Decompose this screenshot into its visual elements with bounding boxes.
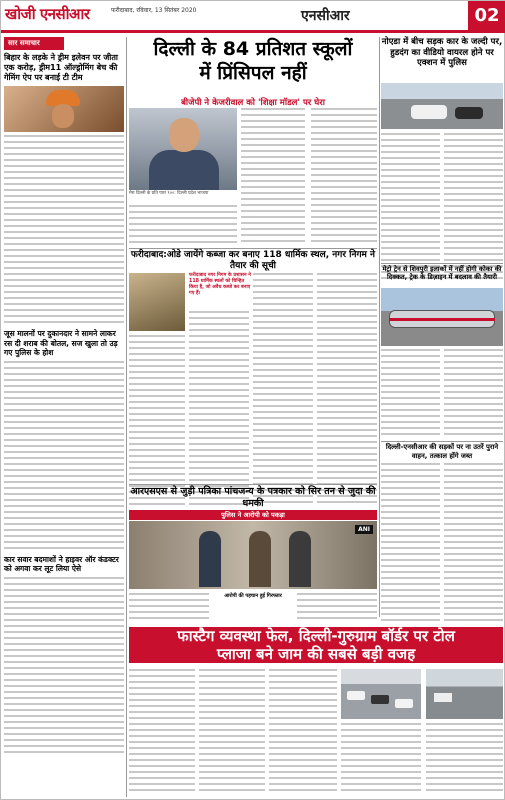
faridabad-highlight: फरीदाबाद नगर निगम के प्रशासन ने 118 धार्मिक स्थलों को चिन्हित किया है, जो अवैध कब्जे कर बनाए गए हैं। <box>189 273 251 296</box>
faridabad-photo <box>129 273 185 331</box>
page-number: 02 <box>468 1 505 30</box>
lead-body-text <box>241 108 305 245</box>
ncr-roads-headline: दिल्ली-एनसीआर की सड़कों पर ना उतरें पुराने वाहन, तत्काल होंगे जब्त <box>385 443 499 460</box>
story-headline: जूस मालनों पर दुकानदार ने सामने लाकर रस दी शराब की बोतल, सज खुला तो उड़ गए पुलिस के होश <box>4 329 118 357</box>
metro-photo <box>381 288 503 346</box>
faridabad-headline: फरीदाबाद:ओडे जायेंगे कब्जा कर बनाए 118 धार्मिक स्थल, नगर निगम ने तैयार की सूची <box>130 250 376 271</box>
story-headline: कार सवार बदमाशों ने हाइवर ऑर कंडक्टर को अगवा कर लूट लिया ऐसे <box>4 554 119 573</box>
news-brief-tag: सार समाचार <box>4 37 64 50</box>
story-photo <box>4 86 124 132</box>
story-headline: बिहार के लड़के ने ड्रीम इलेवन पर जीता एक करोड़, ड्रीम11 ऑल्ड्रोमिंग बेच की गेमिंग ऐप पर बनाई टी टीम <box>4 53 118 82</box>
bottom-headline <box>129 627 503 663</box>
lead-headline-line1: दिल्ली के 84 प्रतिशत स्कूलों <box>153 38 353 60</box>
story-body-text <box>4 135 124 325</box>
metro-headline: मेट्रो ट्रेन से शिवपुरी इलाकों में नहीं होगी कोका की दिक्कत, ट्रेक के डिज़ाइन में बदलाव की तैयारी <box>382 265 502 281</box>
column-rule <box>379 37 380 617</box>
bottom-body-text <box>129 669 195 795</box>
crime-photo <box>129 521 377 589</box>
faridabad-body-text <box>317 273 377 505</box>
lead-body-text <box>311 108 377 245</box>
lead-photo-caption: मेरा दिल्ली के प्रति प्यार ९००: दिल्ली प्रदेश भाजपा <box>129 191 209 196</box>
bottom-body-text <box>269 669 337 795</box>
faridabad-body-text <box>129 335 185 505</box>
crime-subhead: आरोपी की पहचान हुई गिरफ्तार <box>224 593 282 599</box>
crime-body-text <box>129 593 209 623</box>
metro-body-text <box>444 349 503 439</box>
right-photo <box>381 83 503 129</box>
bottom-body-text <box>341 723 421 795</box>
lead-body-text <box>129 205 237 245</box>
masthead <box>1 1 505 33</box>
lead-headline-line2: में प्रिंसिपल नहीं <box>199 62 307 84</box>
ncr-roads-body-text <box>444 463 503 623</box>
section-rule <box>381 263 503 264</box>
story-body-text <box>4 361 124 551</box>
crime-body-text <box>297 593 377 623</box>
column-rule <box>126 37 127 797</box>
section-rule <box>129 484 377 485</box>
faridabad-body-text <box>253 273 313 505</box>
ncr-roads-body-text <box>381 463 440 623</box>
story-body-text <box>4 577 124 757</box>
section-title: एनसीआर <box>301 8 350 24</box>
lead-headline <box>129 37 377 97</box>
right-headline: नोएडा में बीच सड़क कार के जल्दी पर, हुडदंग का वीडियो वायरल होने पर एक्शन में पुलिस <box>381 37 503 68</box>
bottom-headline-line1: फास्टैग व्यवस्था फेल, दिल्ली-गुरुग्राम बॉर्डर पर टोल <box>177 627 455 645</box>
right-body-text <box>444 133 503 283</box>
bottom-body-text <box>199 669 265 795</box>
section-rule <box>381 441 503 442</box>
right-body-text <box>381 133 440 283</box>
toll-photo <box>341 669 421 719</box>
section-rule <box>129 248 377 249</box>
bottom-body-text <box>426 723 503 795</box>
brand-logo: खोजी एनसीआर <box>5 5 90 23</box>
left-column <box>4 37 124 797</box>
metro-body-text <box>381 349 440 439</box>
crime-headline: आरएसएस से जुड़ी पत्रिका पांचजन्य के पत्रकार को सिर तन से जुदा की धमकी <box>130 486 376 509</box>
bottom-headline-line2: प्लाजा बने जाम की सबसे बड़ी वजह <box>216 645 416 663</box>
faridabad-body-text <box>189 311 249 505</box>
dateline: फरीदाबाद, रविवार, 13 सितंबर 2020 <box>111 7 197 14</box>
lead-subhead: बीजेपी ने केजरीवाल को 'शिक्षा मॉडल' पर घेरा <box>181 98 325 108</box>
crime-band: पुलिस ने आरोपी को पकड़ा <box>129 510 377 520</box>
traffic-jam-photo <box>426 669 503 719</box>
lead-photo <box>129 108 237 190</box>
agency-watermark: ANI <box>355 525 373 534</box>
